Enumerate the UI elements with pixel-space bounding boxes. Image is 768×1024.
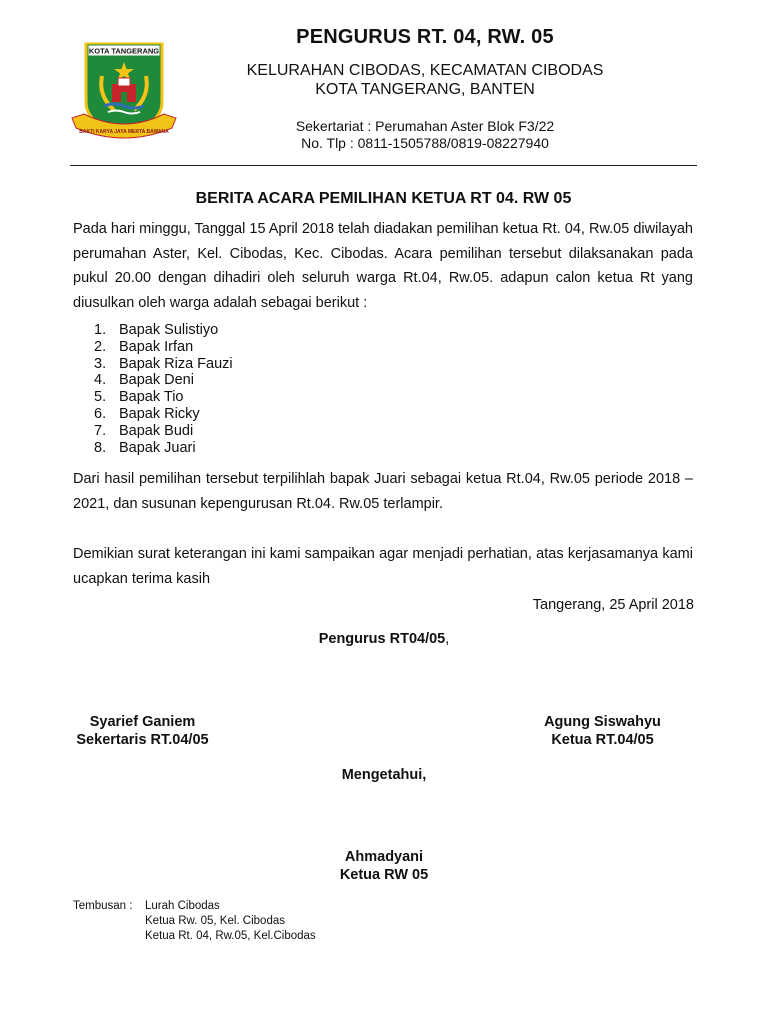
tembusan-line: Ketua Rw. 05, Kel. Cibodas [145,915,285,927]
candidate-name: Bapak Ricky [119,405,200,422]
tembusan-block [73,899,316,944]
tembusan-line: Lurah Cibodas [145,900,220,912]
chairman-role: Ketua RT.04/05 [551,732,654,748]
place-date: Tangerang, 25 April 2018 [532,597,694,613]
kota-line: KOTA TANGERANG, BANTEN [315,81,535,98]
candidate-list [94,322,233,456]
signing-body: Pengurus RT04/05, [318,631,450,647]
list-item: 7. Bapak Budi [94,422,194,439]
candidate-name: Bapak Riza Fauzi [119,355,233,372]
org-name: PENGURUS RT. 04, RW. 05 [296,26,554,48]
candidate-name: Bapak Sulistiyo [119,322,219,338]
rw-name: Ahmadyani [344,849,424,865]
list-item: 3. Bapak Riza Fauzi [94,355,233,372]
document-title: BERITA ACARA PEMILIHAN KETUA RT 04. RW 05 [195,190,572,207]
city-emblem [68,40,180,144]
chairman-signature [520,713,685,749]
list-item: 4. Bapak Deni [94,372,194,389]
closing-paragraph: Demikian surat keterangan ini kami sampaikan agar menjadi perhatian, atas kerjasamanya kami ucapkan terima kasih [73,546,693,587]
logo-banner-text: KOTA TANGERANG [88,46,160,56]
list-item: 5. Bapak Tio [94,389,184,406]
tembusan-label: Tembusan : [73,900,136,912]
list-item: 2. Bapak Irfan [94,338,194,355]
letterhead-divider [70,165,697,166]
intro-paragraph: Pada hari minggu, Tanggal 15 April 2018 telah diadakan pemilihan ketua Rt. 04, Rw.05 diwilayah perumahan Aster, Kel. Cibodas, Kec. Cibodas. Acara pemilihan tersebut dilaksanakan pada pukul 20.00 dengan dihadiri oleh seluruh warga Rt.04, Rw.05. adapun calon ketua Rt yang diusulkan oleh warga adalah sebagai berikut : [73,221,693,311]
kelurahan-line: KELURAHAN CIBODAS, KECAMATAN CIBODAS [246,62,604,79]
list-item: 6. Bapak Ricky [94,405,200,422]
rw-role: Ketua RW 05 [339,867,429,883]
logo-ribbon-text: BAKTI KARYA JAYA MERTA BAWANA [79,129,169,135]
secretary-signature [60,713,225,749]
result-paragraph: Dari hasil pemilihan tersebut terpilihlah bapak Juari sebagai ketua Rt.04, Rw.05 periode 2018 – 2021, dan susunan kepengurusan Rt.04. Rw.05 terlampir. [73,471,693,512]
candidate-name: Bapak Budi [119,422,194,439]
secretary-role: Sekertaris RT.04/05 [76,732,209,748]
rw-signature [284,848,484,884]
chairman-name: Agung Siswahyu [544,714,661,730]
list-item: 1. Bapak Sulistiyo [94,322,219,338]
list-item: 8. Bapak Juari [94,439,196,456]
tembusan-line: Ketua Rt. 04, Rw.05, Kel.Cibodas [145,930,316,942]
candidate-name: Bapak Juari [119,439,196,456]
secretary-name: Syarief Ganiem [89,714,196,730]
candidate-name: Bapak Deni [119,372,194,389]
phone-number: No. Tlp : 0811-1505788/0819-08227940 [301,135,549,151]
acknowledged-label: Mengetahui, [341,767,427,783]
secretariat-address: Sekertariat : Perumahan Aster Blok F3/22 [295,118,555,134]
candidate-name: Bapak Tio [119,389,184,406]
candidate-name: Bapak Irfan [119,338,194,355]
